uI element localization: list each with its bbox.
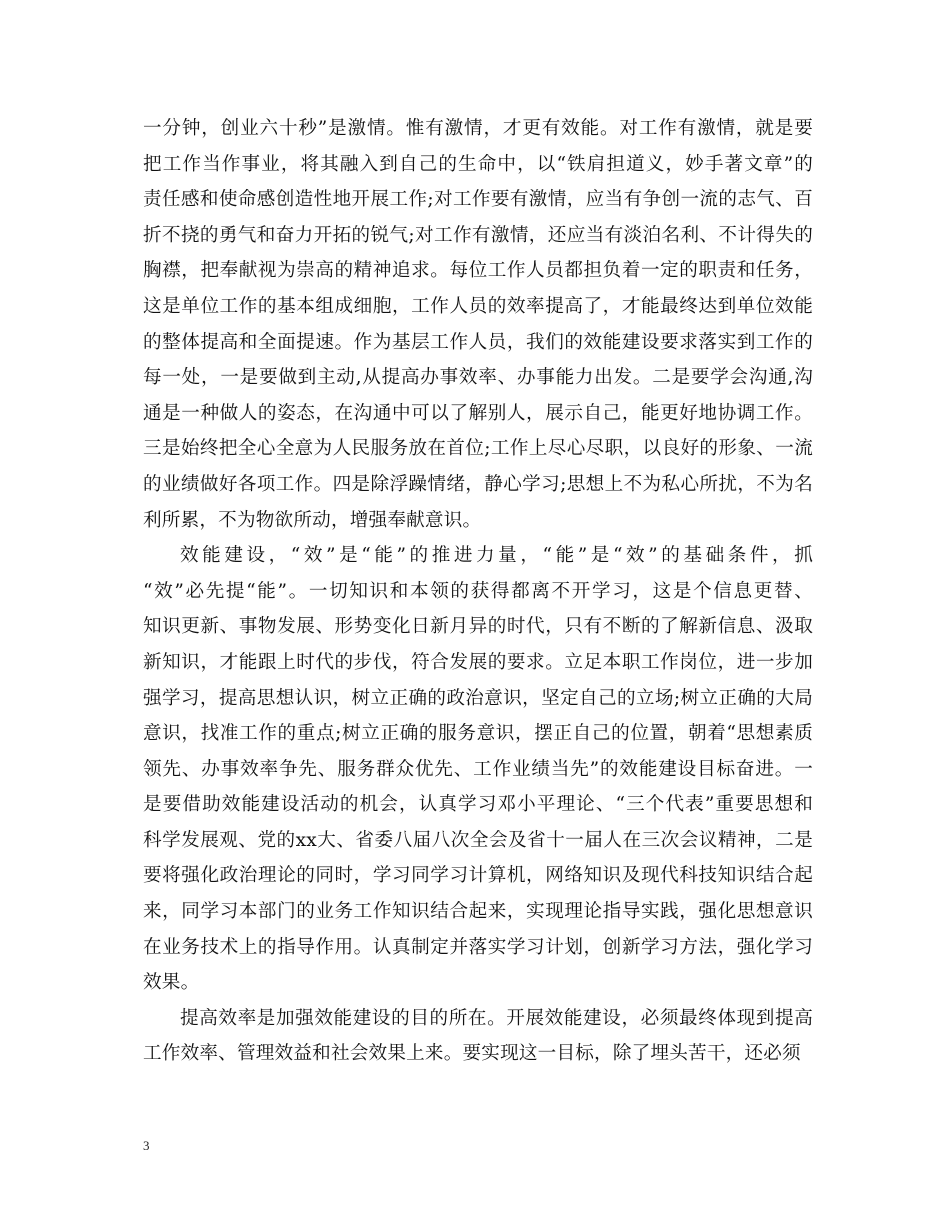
text-line: 效能建设，“效”是“能”的推进力量，“能”是“效”的基础条件，抓	[180, 545, 813, 567]
page-number: 3	[143, 1138, 150, 1153]
text-line: 提高效率是加强效能建设的目的所在。开展效能建设，必须最终体现到提高	[180, 1007, 813, 1029]
text-line: 科学发展观、党的xx大、省委八届八次全会及省十一届人在三次会议精神，二是	[143, 829, 813, 851]
text-line: 三是始终把全心全意为人民服务放在首位;工作上尽心尽职，以良好的形象、一流	[143, 438, 813, 460]
text-line: 要将强化政治理论的同时，学习同学习计算机，网络知识及现代科技知识结合起	[143, 865, 813, 887]
text-line: 工作效率、管理效益和社会效果上来。要实现这一目标，除了埋头苦干，还必须	[143, 1043, 801, 1065]
paragraph	[143, 1001, 813, 1072]
paragraph	[143, 111, 813, 538]
text-line: 胸襟，把奉献视为崇高的精神追求。每位工作人员都担负着一定的职责和任务，	[143, 260, 813, 282]
text-line: 通是一种做人的姿态，在沟通中可以了解别人，展示自己，能更好地协调工作。	[143, 402, 813, 424]
text-line: 在业务技术上的指导作用。认真制定并落实学习计划，创新学习方法，强化学习	[143, 936, 813, 958]
text-line: 这是单位工作的基本组成细胞，工作人员的效率提高了，才能最终达到单位效能	[143, 295, 813, 317]
text-line: 强学习，提高思想认识，树立正确的政治意识，坚定自己的立场;树立正确的大局	[143, 687, 813, 709]
text-line: 新知识，才能跟上时代的步伐，符合发展的要求。立足本职工作岗位，进一步加	[143, 651, 813, 673]
text-line: “效”必先提“能”。一切知识和本领的获得都离不开学习，这是个信息更替、	[143, 580, 813, 602]
text-line: 责任感和使命感创造性地开展工作;对工作要有激情，应当有争创一流的志气、百	[143, 189, 813, 211]
paragraph	[143, 538, 813, 1001]
text-line: 意识，找准工作的重点;树立正确的服务意识，摆正自己的位置，朝着“思想素质	[143, 723, 813, 745]
body-text	[143, 111, 813, 1072]
text-line: 的业绩做好各项工作。四是除浮躁情绪，静心学习;思想上不为私心所扰，不为名	[143, 473, 813, 495]
text-line: 是要借助效能建设活动的机会，认真学习邓小平理论、“三个代表”重要思想和	[143, 794, 813, 816]
text-line: 领先、办事效率争先、服务群众优先、工作业绩当先”的效能建设目标奋进。一	[143, 758, 813, 780]
text-line: 效果。	[143, 972, 200, 994]
text-line: 知识更新、事物发展、形势变化日新月异的时代，只有不断的了解新信息、汲取	[143, 616, 813, 638]
text-line: 折不挠的勇气和奋力开拓的锐气;对工作有激情，还应当有淡泊名利、不计得失的	[143, 224, 813, 246]
text-line: 一分钟，创业六十秒”是激情。惟有激情，才更有效能。对工作有激情，就是要	[143, 118, 813, 139]
text-line: 来，同学习本部门的业务工作知识结合起来，实现理论指导实践，强化思想意识	[143, 901, 813, 923]
text-line: 利所累，不为物欲所动，增强奉献意识。	[143, 509, 482, 531]
text-line: 每一处，一是要做到主动,从提高办事效率、办事能力出发。二是要学会沟通,沟	[143, 367, 813, 389]
text-line: 的整体提高和全面提速。作为基层工作人员，我们的效能建设要求落实到工作的	[143, 331, 813, 353]
text-line: 把工作当作事业，将其融入到自己的生命中，以“铁肩担道义，妙手著文章”的	[143, 153, 813, 175]
